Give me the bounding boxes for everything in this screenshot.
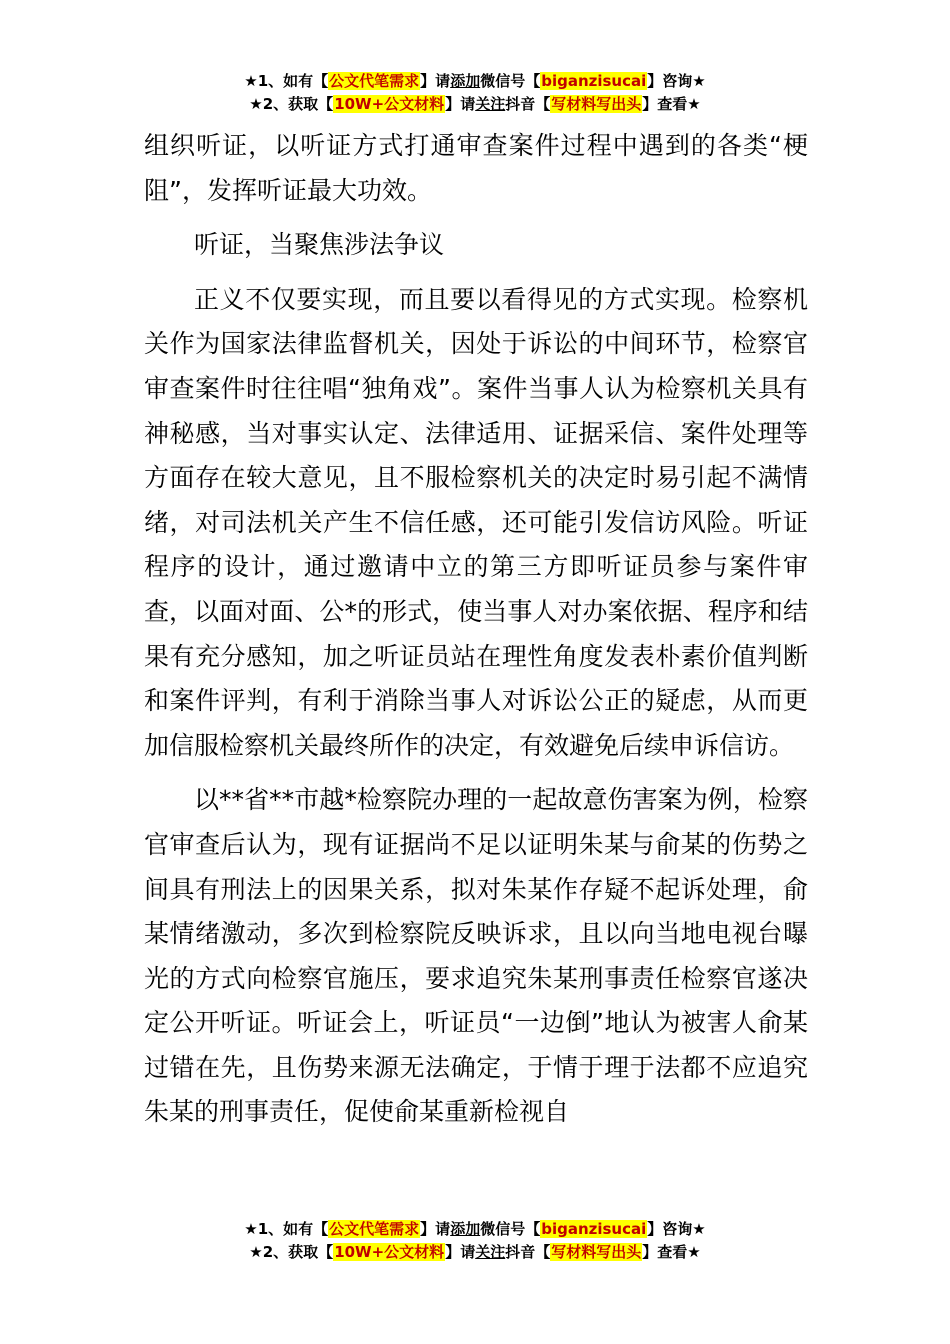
promo-text: 微信号【 — [480, 1220, 541, 1238]
promo-line-1 — [0, 1218, 950, 1241]
promo-text: 】请 — [420, 72, 451, 90]
document-body — [144, 124, 808, 1135]
promo-douyin-name: 写材料写出头 — [551, 95, 642, 113]
promo-text: 】请 — [420, 1220, 451, 1238]
paragraph-continuation: 组织听证，以听证方式打通审查案件过程中遇到的各类“梗阻”，发挥听证最大功效。 — [144, 131, 808, 205]
promo-line-1 — [0, 70, 950, 93]
promo-banner-top — [0, 70, 950, 116]
section-heading: 听证，当聚焦涉法争议 — [194, 230, 445, 260]
promo-highlight: 公文代笔需求 — [329, 1220, 420, 1238]
promo-line-2 — [0, 93, 950, 116]
promo-wechat-id: biganzisucai — [541, 72, 647, 90]
promo-highlight: 公文代笔需求 — [329, 72, 420, 90]
promo-text: ★1、如有【 — [244, 1220, 329, 1238]
promo-highlight: 10W+公文材料 — [334, 95, 445, 113]
promo-text: ★2、获取【 — [249, 95, 334, 113]
promo-text: 抖音【 — [505, 1243, 551, 1261]
promo-underlined: 添加 — [450, 72, 481, 90]
promo-underlined: 关注 — [475, 95, 506, 113]
promo-text: 】查看★ — [642, 1243, 701, 1261]
promo-underlined: 添加 — [450, 1220, 481, 1238]
promo-text: 】请 — [445, 1243, 476, 1261]
promo-douyin-name: 写材料写出头 — [551, 1243, 642, 1261]
promo-underlined: 关注 — [475, 1243, 506, 1261]
promo-text: 】请 — [445, 95, 476, 113]
promo-text: 微信号【 — [480, 72, 541, 90]
promo-text: 】查看★ — [642, 95, 701, 113]
promo-text: ★1、如有【 — [244, 72, 329, 90]
promo-banner-bottom — [0, 1218, 950, 1264]
promo-text: 抖音【 — [505, 95, 551, 113]
promo-highlight: 10W+公文材料 — [334, 1243, 445, 1261]
paragraph: 正义不仅要实现，而且要以看得见的方式实现。检察机关作为国家法律监督机关，因处于诉讼的中间环节，检察官审查案件时往往唱“独角戏”。案件当事人认为检察机关具有神秘感，当对事实认定、法律适用、证据采信、案件处理等方面存在较大意见，且不服检察机关的决定时易引起不满情绪，对司法机关产生不信任感，还可能引发信访风险。听证程序的设计，通过邀请中立的第三方即听证员参与案件审查，以面对面、公*的形式，使当事人对办案依据、程序和结果有充分感知，加之听证员站在理性角度发表朴素价值判断和案件评判，有利于消除当事人对诉讼公正的疑虑，从而更加信服检察机关最终所作的决定，有效避免后续申诉信访。 — [144, 284, 808, 760]
promo-text: 】咨询★ — [647, 72, 706, 90]
promo-wechat-id: biganzisucai — [541, 1220, 647, 1238]
promo-line-2 — [0, 1241, 950, 1264]
promo-text: ★2、获取【 — [249, 1243, 334, 1261]
promo-text: 】咨询★ — [647, 1220, 706, 1238]
paragraph: 以**省**市越*检察院办理的一起故意伤害案为例，检察官审查后认为，现有证据尚不足以证明朱某与俞某的伤势之间具有刑法上的因果关系，拟对朱某作存疑不起诉处理，俞某情绪激动，多次到检察院反映诉求，且以向当地电视台曝光的方式向检察官施压，要求追究朱某刑事责任检察官遂决定公开听证。听证会上，听证员“一边倒”地认为被害人俞某过错在先，且伤势来源无法确定，于情于理于法都不应追究朱某的刑事责任，促使俞某重新检视自 — [144, 785, 808, 1127]
